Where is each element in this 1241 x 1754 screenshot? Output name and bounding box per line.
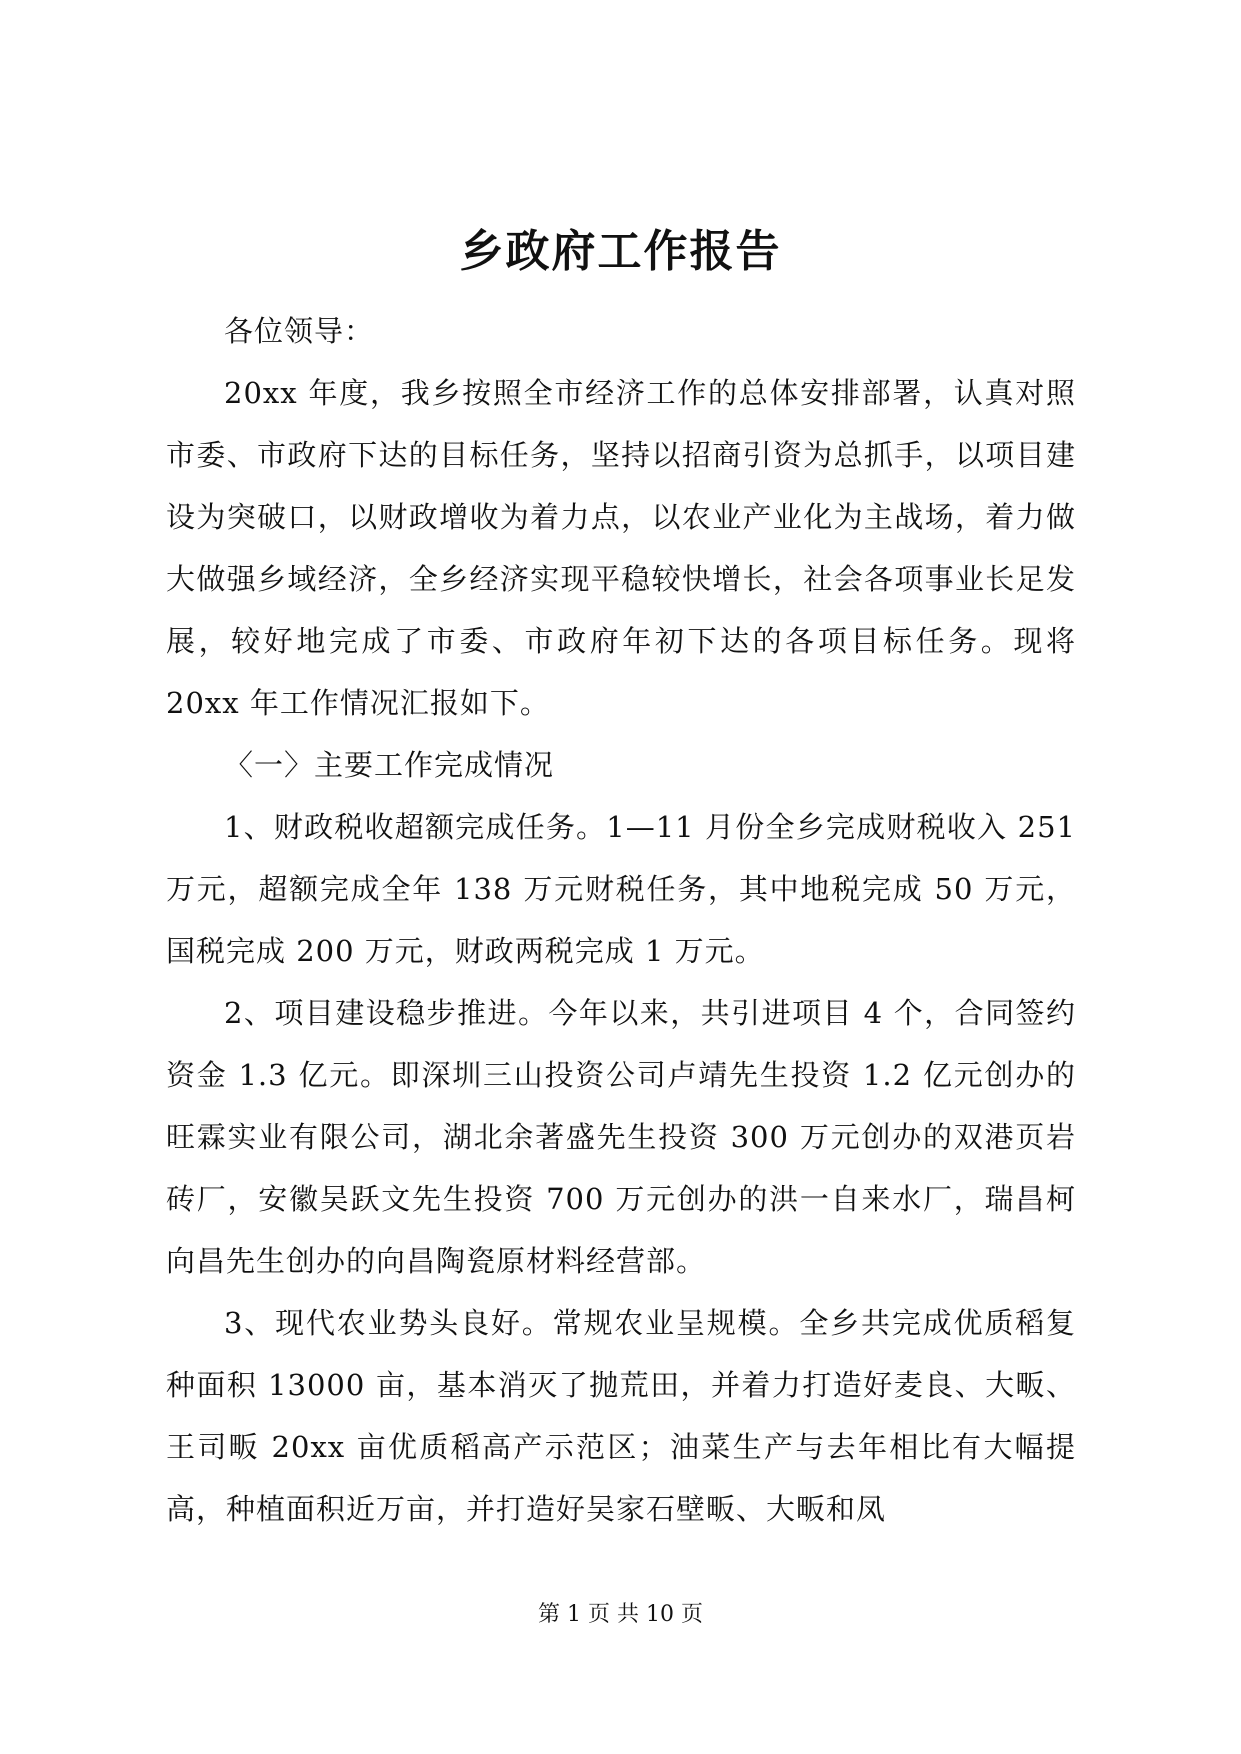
salutation: 各位领导： (224, 314, 375, 348)
item-paragraph-3: 3、现代农业势头良好。常规农业呈规模。全乡共完成优质稻复种面积 13000 亩，基本消灭了抛荒田，并着力打造好麦良、大畈、王司畈 20xx 亩优质稻高产示范区；油菜生产与去年相比有大幅提高，种植面积近万亩，并打造好吴家石壁畈、大畈和凤 (166, 1306, 1076, 1526)
item-paragraph-2: 2、项目建设稳步推进。今年以来，共引进项目 4 个，合同签约资金 1.3 亿元。即深圳三山投资公司卢靖先生投资 1.2 亿元创办的旺霖实业有限公司，湖北余著盛先生投资 300 万元创办的双港页岩砖厂，安徽吴跃文先生投资 700 万元创办的洪一自来水厂，瑞昌柯向昌先生创办的向昌陶瓷原材料经营部。 (166, 996, 1076, 1278)
page-footer: 第 1 页 共 10 页 (538, 1602, 703, 1627)
intro-paragraph: 20xx 年度，我乡按照全市经济工作的总体安排部署，认真对照市委、市政府下达的目标任务，坚持以招商引资为总抓手，以项目建设为突破口，以财政增收为着力点，以农业产业化为主战场，着力做大做强乡域经济，全乡经济实现平稳较快增长，社会各项事业长足发展，较好地完成了市委、市政府年初下达的各项目标任务。现将 20xx 年工作情况汇报如下。 (166, 376, 1076, 720)
document-body (166, 300, 1076, 1540)
section-heading: 〈一〉主要工作完成情况 (224, 748, 555, 782)
document-title: 乡政府工作报告 (459, 226, 782, 277)
item-paragraph-1: 1、财政税收超额完成任务。1—11 月份全乡完成财税收入 251 万元，超额完成全年 138 万元财税任务，其中地税完成 50 万元，国税完成 200 万元，财政两税完成 1 万元。 (166, 810, 1076, 968)
